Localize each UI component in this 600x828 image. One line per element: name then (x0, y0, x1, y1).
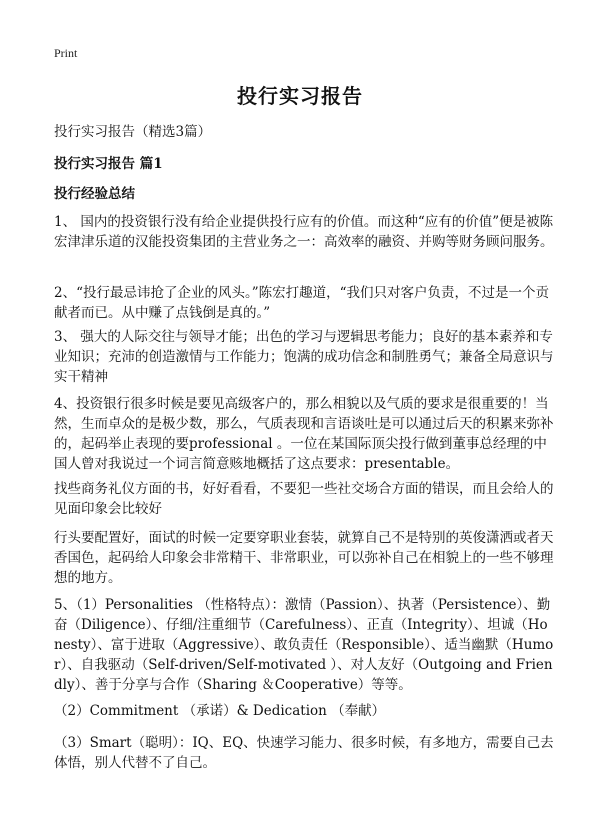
sub-heading: 投行经验总结 (54, 186, 135, 202)
paragraph-5: 找些商务礼仪方面的书，好好看看，不要犯一些社交场合方面的错误，而且会给人的见面印象会比较好 (54, 481, 554, 517)
paragraph-9: （3）Smart（聪明）：IQ、EQ、快速学习能力、很多时候，有多地方，需要自己去体悟，别人代替不了自己。 (54, 735, 554, 771)
print-label: Print (54, 46, 78, 60)
document-title: 投行实习报告 (237, 84, 363, 108)
paragraph-1: 1、 国内的投资银行没有给企业提供投行应有的价值。而这种“应有的价值”便是被陈宏津津乐道的汉能投资集团的主营业务之一：高效率的融资、并购等财务顾问服务。 (54, 214, 554, 250)
paragraph-2: 2、“投行最忌讳抢了企业的风头。”陈宏打趣道，“我们只对客户负责，不过是一个贡献者而已。从中赚了点钱倒是真的。” (54, 285, 550, 321)
paragraph-7: 5、（1）Personalities （性格特点）：激情（Passion）、执著（Persistence）、勤奋（Diligence）、仔细/注重细节（Carefulness）、正直（Integrity）、坦诚（Honesty）、富于进取（Aggressive）、敢负责任（Responsible）、适当幽默（Humor）、自我驱动（Self-driven/Self-motivated ）、对人友好（Outgoing and Friendly）、善于分享与合作（Sharing ＆Cooperative）等等。 (54, 597, 554, 693)
paragraph-6: 行头要配置好，面试的时候一定要穿职业套装，就算自己不是特别的英俊潇洒或者天香国色，起码给人印象会非常精干、非常职业，可以弥补自己在相貌上的一些不够理想的地方。 (54, 530, 554, 586)
paragraph-3: 3、 强大的人际交往与领导才能；出色的学习与逻辑思考能力；良好的基本素养和专业知识；充沛的创造激情与工作能力；饱满的成功信念和制胜勇气；兼备全局意识与实干精神 (54, 329, 554, 385)
section-heading: 投行实习报告 篇1 (54, 156, 163, 172)
paragraph-8: （2）Commitment （承诺）& Dedication （奉献） (54, 703, 386, 719)
document-subtitle: 投行实习报告（精选3篇） (54, 124, 212, 140)
paragraph-4: 4、投资银行很多时候是要见高级客户的，那么相貌以及气质的要求是很重要的！当然，生而卓众的是极少数，那么，气质表现和言语谈吐是可以通过后天的积累来弥补的，起码举止表现的要professional 。一位在某国际顶尖投行做到董事总经理的中国人曾对我说过一个词言简意赅地概括了这点要求：presentable。 (54, 396, 554, 472)
